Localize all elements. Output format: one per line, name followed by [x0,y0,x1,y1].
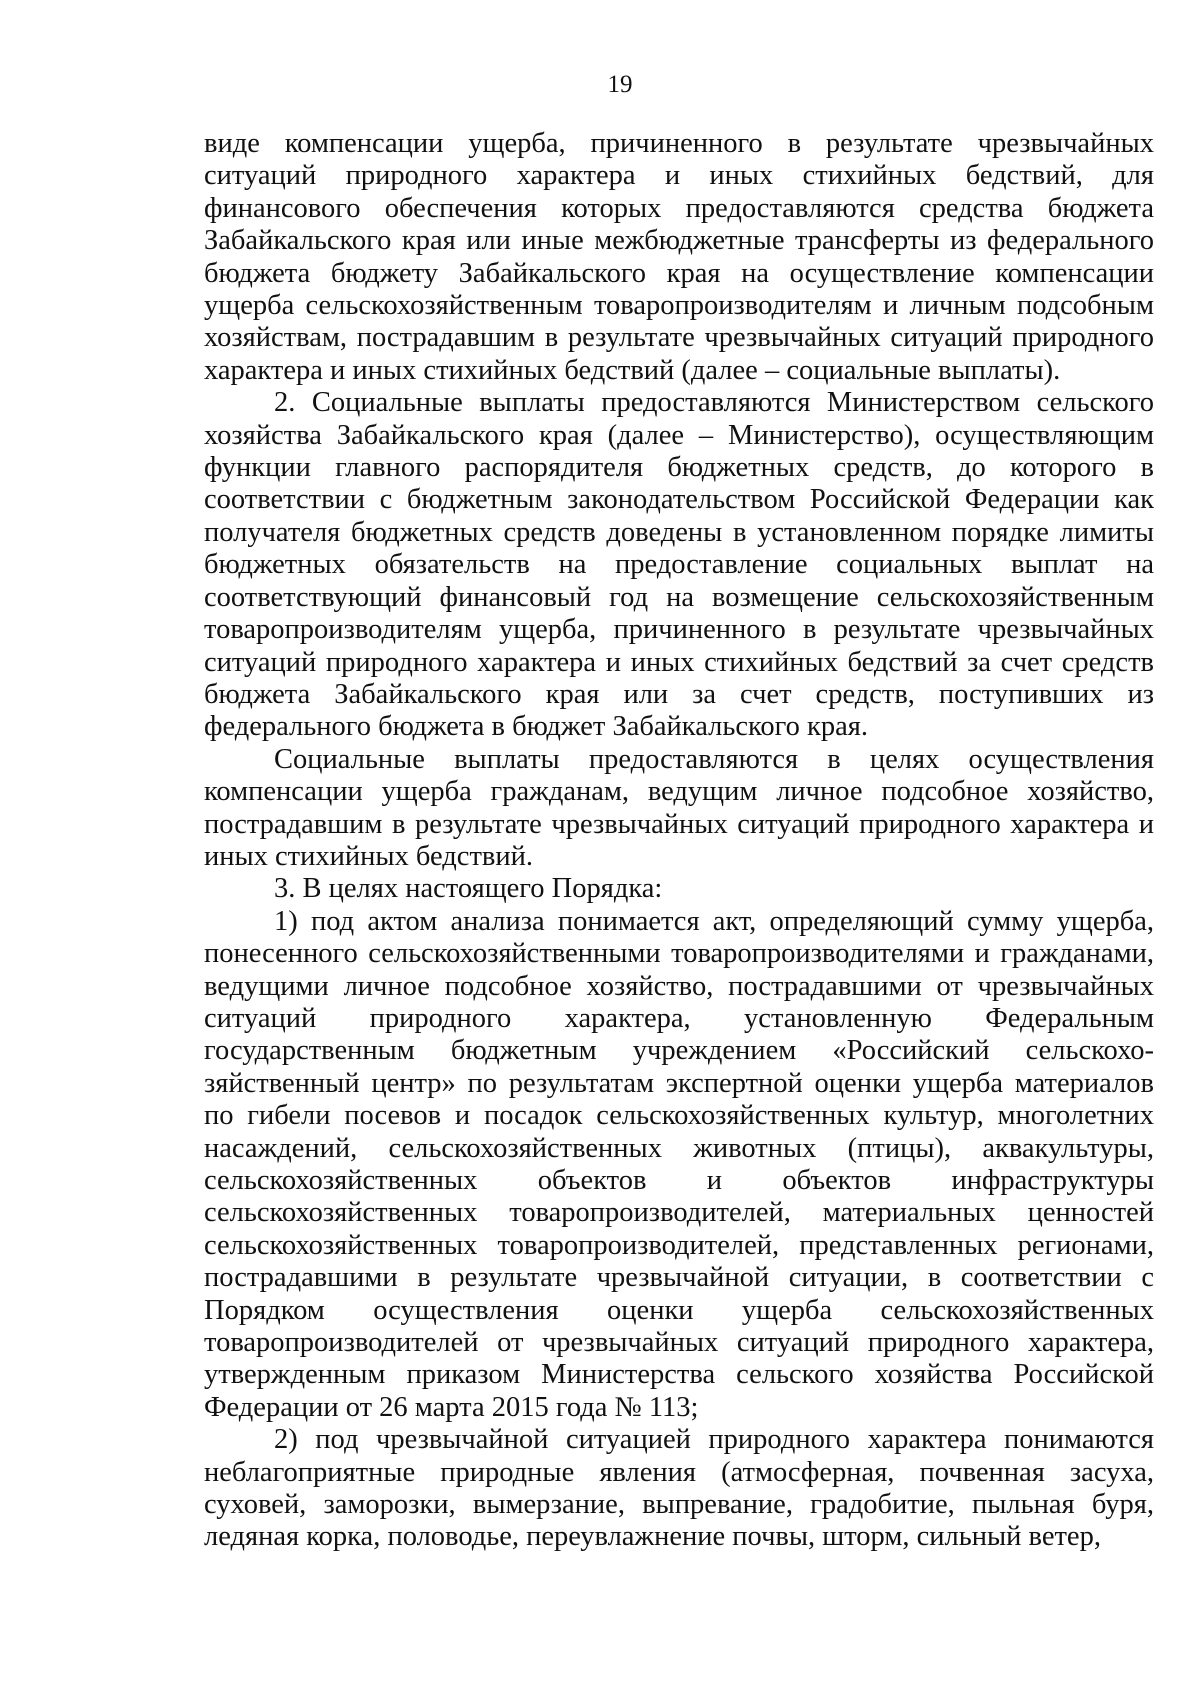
paragraph-subitem-1: 1) под актом анализа понимается акт, определяющий сумму ущерба, понесенного сельскохозяйственными товаропроизводителями и гражданами, ведущими личное подсобное хозяйство, пострадавшими от чрезвычайных ситуаций природного характера, установленную Федеральным государственным бюджетным учреждением «Российский сельскохо-зяйственный центр» по результатам экспертной оценки ущерба материалов по гибели посевов и посадок сельскохозяйственных культур, многолетних насаждений, сельскохозяйственных животных (птицы), аквакультуры, сельскохозяйственных объектов и объектов инфраструктуры сельскохозяйственных товаропроизводителей, материальных ценностей сельскохозяйственных товаропроизводителей, представленных регионами, пострадавшими в результате чрезвычайной ситуации, в соответствии с Порядком осуществления оценки ущерба сельскохозяйственных товаропроизводителей от чрезвычайных ситуаций природного характера, утвержденным приказом Министерства сельского хозяйства Российской Федерации от 26 марта 2015 года № 113; [204,905,1154,1423]
document-body [204,128,1154,1554]
paragraph-subitem-2: 2) под чрезвычайной ситуацией природного характера понимаются неблагоприятные природные явления (атмосферная, почвенная засуха, суховей, заморозки, вымерзание, выпревание, градобитие, пыльная буря, ледяная корка, половодье, переувлажнение почвы, шторм, сильный ветер, [204,1424,1154,1553]
paragraph-item-3: 3. В целях настоящего Порядка: [274,873,663,905]
page-number: 19 [607,71,633,98]
paragraph-item-2: 2. Социальные выплаты предоставляются Министерством сельского хозяйства Забайкальского края (далее – Министерство), осуществляющим функции главного распорядителя бюджетных средств, до которого в соответствии с бюджетным законодательством Российской Федерации как получателя бюджетных средств доведены в установленном порядке лимиты бюджетных обязательств на предоставление социальных выплат на соответствующий финансовый год на возмещение сельскохозяйственным товаропроизводителям ущерба, причиненного в результате чрезвычайных ситуаций природного характера и иных стихийных бедствий за счет средств бюджета Забайкальского края или за счет средств, поступивших из федерального бюджета в бюджет Забайкальского края. [204,387,1154,743]
paragraph-social-payments-purpose: Социальные выплаты предоставляются в целях осуществления компенсации ущерба гражданам, ведущим личное подсобное хозяйство, пострадавшим в результате чрезвычайных ситуаций природного характера и иных стихийных бедствий. [204,743,1154,872]
paragraph-continuation: виде компенсации ущерба, причиненного в результате чрезвычайных ситуаций природного характера и иных стихийных бедствий, для финансового обеспечения которых предоставляются средства бюджета Забайкальского края или иные межбюджетные трансферты из федерального бюджета бюджету Забайкальского края на осуществление компенсации ущерба сельскохозяйственным товаропроизводителям и личным подсобным хозяйствам, пострадавшим в результате чрезвычайных ситуаций природного характера и иных стихийных бедствий (далее – социальные выплаты). [204,128,1154,386]
